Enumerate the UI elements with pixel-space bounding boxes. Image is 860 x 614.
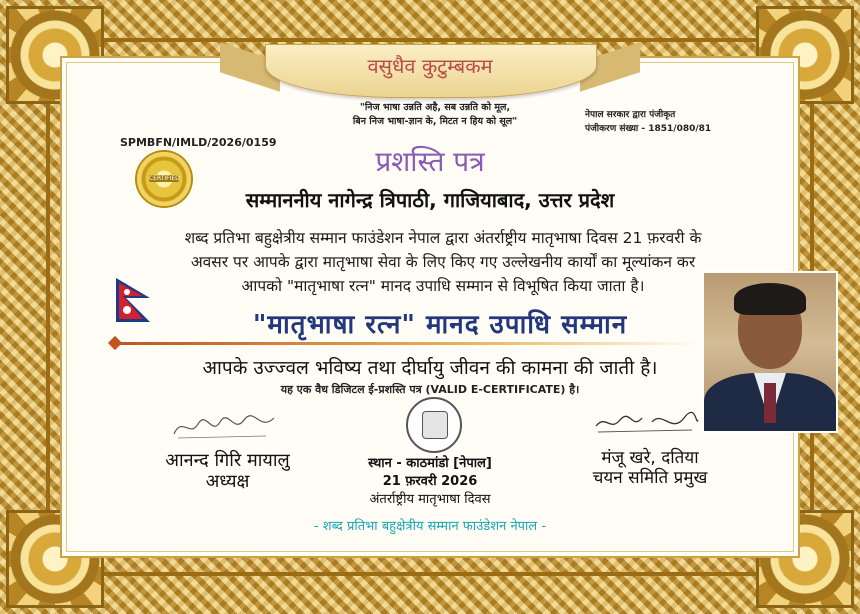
foundation-emblem-icon: [406, 397, 462, 453]
couplet-line-1: "निज भाषा उन्नति अहै, सब उन्नति को मूल,: [359, 102, 511, 113]
place-text: स्थान - काठमांडो [नेपाल]: [368, 456, 492, 471]
hindi-couplet: [300, 101, 570, 129]
validity-statement: यह एक वैध डिजिटल ई-प्रशस्ति पत्र (VALID E-CERTIFICATE) है।: [280, 383, 580, 396]
footer-organization: - शब्द प्रतिभा बहुक्षेत्रीय सम्मान फाउंडेशन नेपाल -: [313, 519, 547, 534]
award-title: "मातृभाषा रत्न" मानद उपाधि सम्मान: [252, 310, 628, 340]
couplet-line-2: बिन निज भाषा-ज्ञान के, मिटत न हिय को सूल": [352, 116, 518, 127]
recipient-name: सम्माननीय नागेन्द्र त्रिपाठी, गाजियाबाद, उत्तर प्रदेश: [245, 188, 615, 212]
signatory-left-designation: अध्यक्ष: [205, 471, 250, 492]
signatory-right-name: मंजू खरे, दतिया: [601, 448, 699, 468]
registration-line-1: नेपाल सरकार द्वारा पंजीकृत: [585, 110, 676, 120]
recipient-photo: [702, 271, 838, 433]
signatory-right: [555, 448, 745, 488]
divider-line: [115, 342, 700, 345]
signature-right: [592, 408, 702, 438]
citation-line-2: अवसर पर आपके द्वारा मातृभाषा सेवा के लिए किए गए उल्लेखनीय कार्यों का मूल्यांकन कर: [190, 253, 696, 271]
signatory-left-name: आनन्द गिरि मायालु: [165, 450, 290, 471]
citation-text: [143, 226, 743, 298]
motto-text: वसुधैव कुटुम्बकम: [367, 54, 493, 78]
citation-line-1: शब्द प्रतिभा बहुक्षेत्रीय सम्मान फाउंडेशन नेपाल द्वारा अंतर्राष्ट्रीय मातृभाषा दिवस 21 फ़रवरी के: [184, 229, 702, 247]
nepal-flag-icon: [114, 276, 156, 326]
occasion-text: अंतर्राष्ट्रीय मातृभाषा दिवस: [369, 492, 491, 507]
wish-text: आपके उज्ज्वल भविष्य तथा दीर्घायु जीवन की कामना की जाती है।: [202, 357, 658, 379]
signatory-left: [140, 450, 315, 492]
seal-label: CERTIFIED: [149, 175, 180, 182]
registration-line-2: पंजीकरण संख्या - 1851/080/81: [585, 124, 712, 134]
signatory-right-designation: चयन समिति प्रमुख: [592, 468, 708, 488]
certificate-title: प्रशस्ति पत्र: [375, 145, 485, 178]
signature-left: [170, 412, 280, 442]
registration-info: [585, 108, 775, 136]
reference-number: SPMBFN/IMLD/2026/0159: [120, 136, 277, 149]
citation-line-3: आपको "मातृभाषा रत्न" मानद उपाधि सम्मान से विभूषित किया जाता है।: [241, 277, 645, 295]
place-date-block: [330, 455, 530, 509]
date-text: 21 फ़रवरी 2026: [382, 474, 478, 489]
